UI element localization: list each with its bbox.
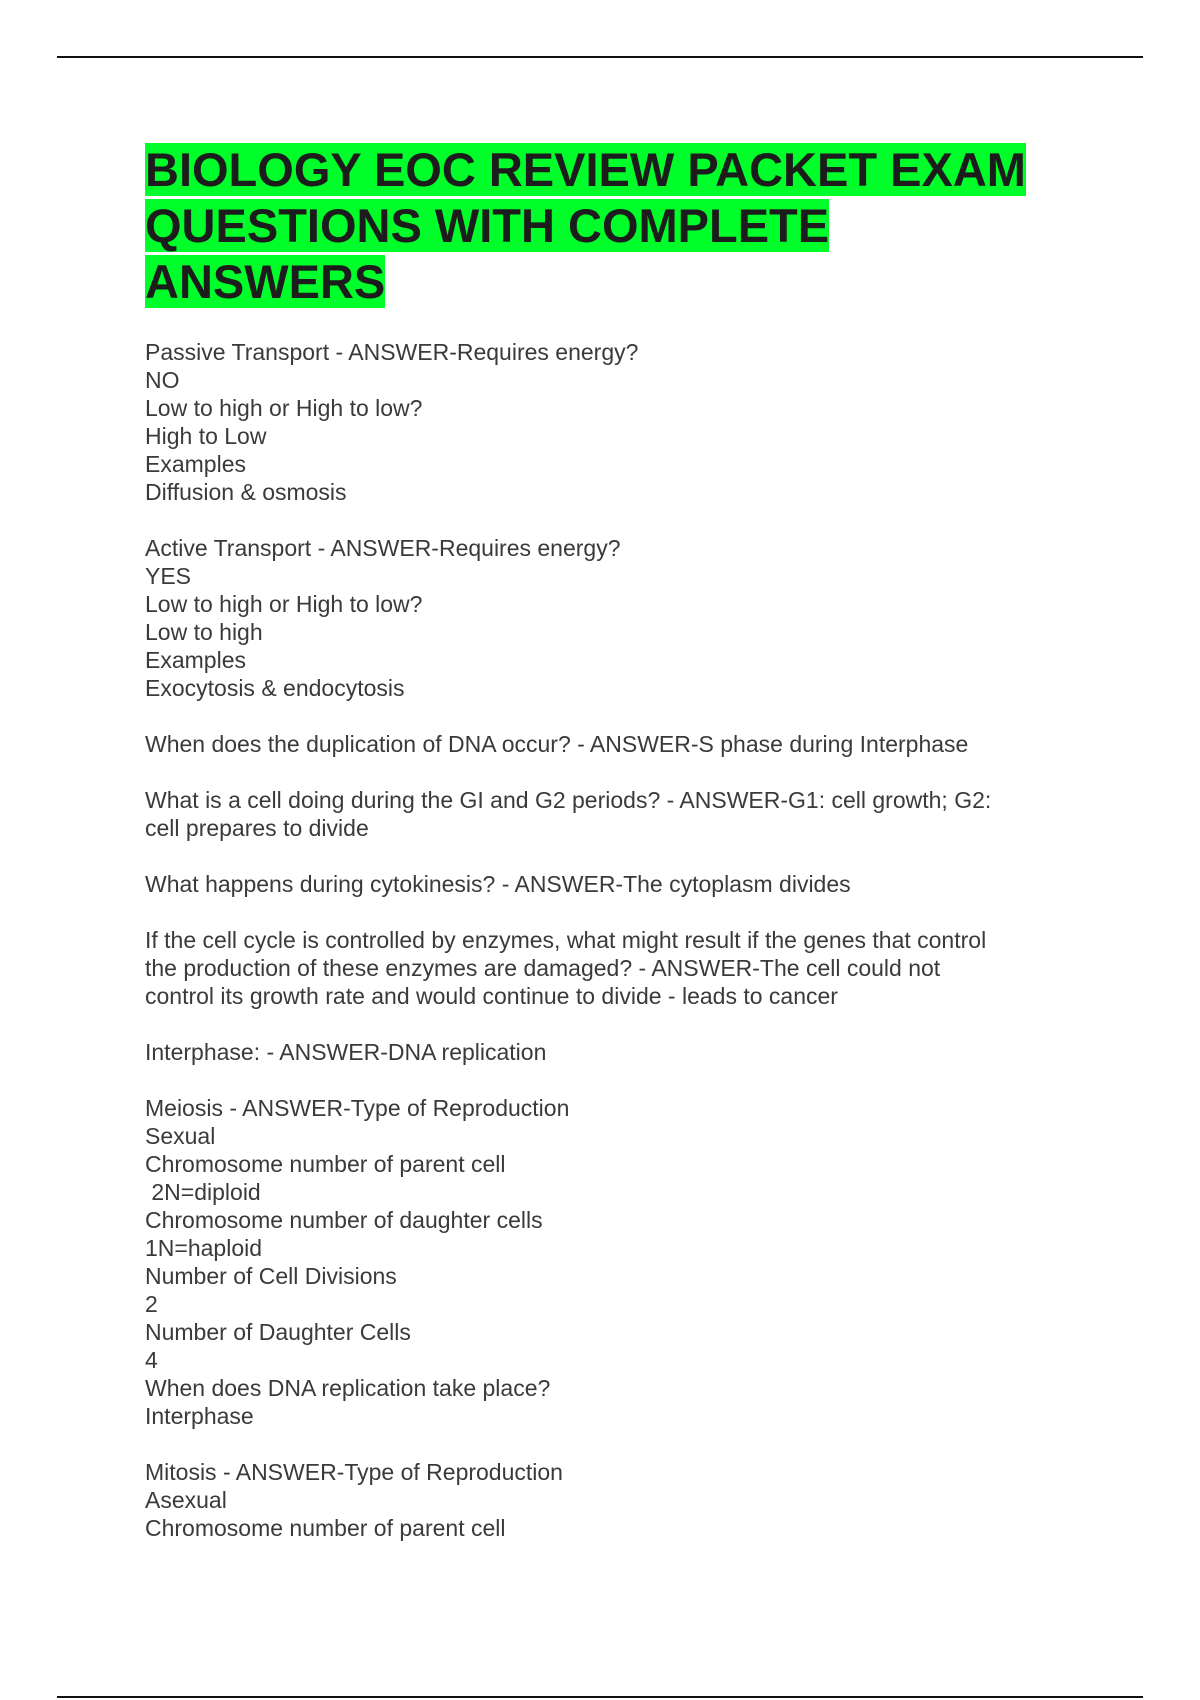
qa-answer-line: High to Low <box>145 423 267 449</box>
footer-rule <box>57 1696 1143 1698</box>
qa-question-line: If the cell cycle is controlled by enzymes, what might result if the genes that control <box>145 927 987 953</box>
qa-entry <box>145 1038 1075 1066</box>
qa-entry <box>145 926 1075 1010</box>
qa-answer-line: control its growth rate and would continue to divide - leads to cancer <box>145 983 838 1009</box>
title-line <box>145 254 1075 310</box>
qa-question-line: What happens during cytokinesis? - ANSWER-The cytoplasm divides <box>145 871 851 897</box>
qa-answer-line: 4 <box>145 1347 158 1373</box>
title-highlight: QUESTIONS WITH COMPLETE <box>145 199 830 252</box>
qa-answer-line: Asexual <box>145 1487 227 1513</box>
qa-answer-line: Low to high <box>145 619 263 645</box>
qa-entry <box>145 1458 1075 1542</box>
qa-question-line: When does the duplication of DNA occur? - ANSWER-S phase during Interphase <box>145 731 969 757</box>
title-line <box>145 198 1075 254</box>
qa-answer-line: Low to high or High to low? <box>145 395 423 421</box>
qa-answer-line: Examples <box>145 647 246 673</box>
qa-entry <box>145 534 1075 702</box>
qa-question-line: Mitosis - ANSWER-Type of Reproduction <box>145 1459 563 1485</box>
qa-question-line: What is a cell doing during the GI and G2 periods? - ANSWER-G1: cell growth; G2: <box>145 787 992 813</box>
header-rule <box>57 56 1143 58</box>
qa-answer-line: Sexual <box>145 1123 216 1149</box>
qa-entries <box>145 338 1075 1542</box>
qa-answer-line: Chromosome number of daughter cells <box>145 1207 543 1233</box>
qa-answer-line: Examples <box>145 451 246 477</box>
qa-answer-line: NO <box>145 367 180 393</box>
document-title <box>145 142 1075 310</box>
qa-answer-line: 1N=haploid <box>145 1235 263 1261</box>
title-highlight: BIOLOGY EOC REVIEW PACKET EXAM <box>145 143 1026 196</box>
qa-answer-line: Diffusion & osmosis <box>145 479 347 505</box>
qa-entry <box>145 786 1075 842</box>
qa-answer-line: Chromosome number of parent cell <box>145 1151 506 1177</box>
qa-entry <box>145 1094 1075 1430</box>
qa-answer-line: When does DNA replication take place? <box>145 1375 551 1401</box>
qa-answer-line: Exocytosis & endocytosis <box>145 675 405 701</box>
qa-question-line: Meiosis - ANSWER-Type of Reproduction <box>145 1095 570 1121</box>
qa-entry <box>145 730 1075 758</box>
qa-answer-line: the production of these enzymes are damaged? - ANSWER-The cell could not <box>145 955 941 981</box>
document-body <box>145 142 1075 1570</box>
title-highlight: ANSWERS <box>145 255 386 308</box>
qa-question-line: Interphase: - ANSWER-DNA replication <box>145 1039 547 1065</box>
qa-answer-line: Number of Daughter Cells <box>145 1319 411 1345</box>
qa-answer-line: Chromosome number of parent cell <box>145 1515 506 1541</box>
qa-answer-line: YES <box>145 563 192 589</box>
qa-answer-line: Low to high or High to low? <box>145 591 423 617</box>
qa-answer-line: 2N=diploid <box>145 1179 261 1205</box>
qa-answer-line: 2 <box>145 1291 158 1317</box>
title-line <box>145 142 1075 198</box>
qa-answer-line: cell prepares to divide <box>145 815 369 841</box>
qa-answer-line: Interphase <box>145 1403 254 1429</box>
qa-entry <box>145 338 1075 506</box>
qa-answer-line: Number of Cell Divisions <box>145 1263 397 1289</box>
qa-entry <box>145 870 1075 898</box>
qa-question-line: Passive Transport - ANSWER-Requires energy? <box>145 339 639 365</box>
qa-question-line: Active Transport - ANSWER-Requires energy? <box>145 535 621 561</box>
